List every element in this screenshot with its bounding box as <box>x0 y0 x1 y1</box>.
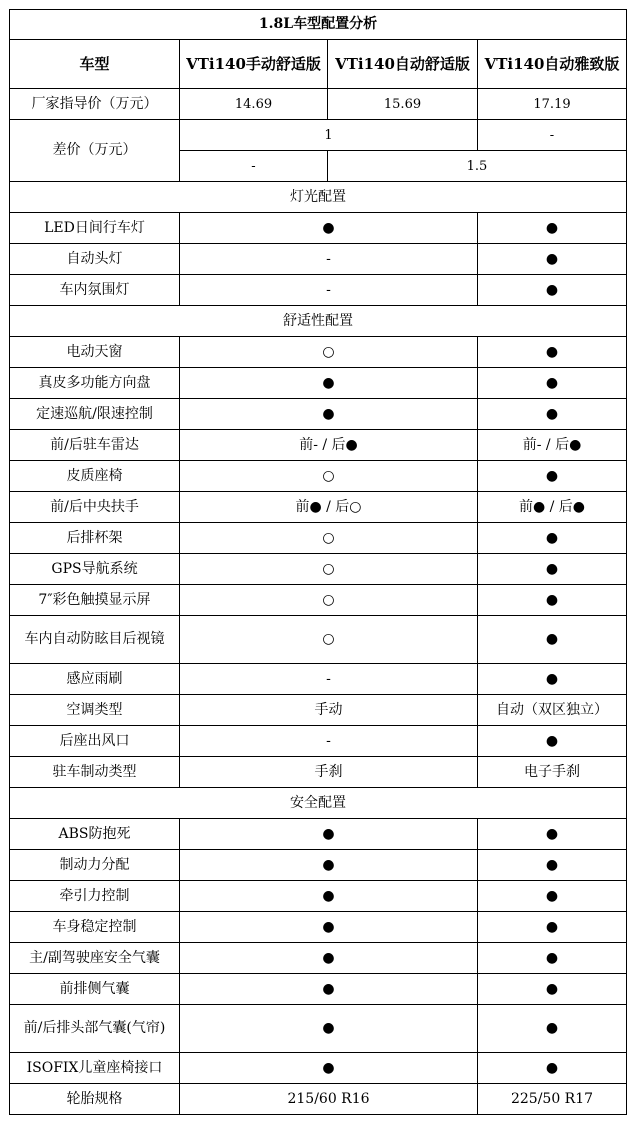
table-row <box>10 819 627 850</box>
feature-value-comfort: ○ <box>180 337 478 368</box>
feature-label: 定速巡航/限速控制 <box>10 399 180 430</box>
feature-value-elegant: ● <box>478 399 627 430</box>
section-row <box>10 182 627 213</box>
feature-value-elegant: ● <box>478 244 627 275</box>
section-row <box>10 306 627 337</box>
feature-value-elegant: ● <box>478 523 627 554</box>
table-row <box>10 616 627 664</box>
feature-label: 前/后中央扶手 <box>10 492 180 523</box>
config-table <box>9 9 627 1115</box>
price-value-2: 15.69 <box>328 89 478 120</box>
feature-label: 车身稳定控制 <box>10 912 180 943</box>
feature-value-comfort: ● <box>180 819 478 850</box>
feature-label: 自动头灯 <box>10 244 180 275</box>
feature-value-elegant: 前- / 后● <box>478 430 627 461</box>
table-row <box>10 337 627 368</box>
feature-label: ABS防抱死 <box>10 819 180 850</box>
feature-value-elegant: ● <box>478 554 627 585</box>
feature-value-elegant: ● <box>478 664 627 695</box>
table-row <box>10 1053 627 1084</box>
feature-value-elegant: 电子手刹 <box>478 757 627 788</box>
feature-value-comfort: ○ <box>180 585 478 616</box>
feature-value-comfort: ● <box>180 399 478 430</box>
feature-value-comfort: ● <box>180 368 478 399</box>
feature-label: 制动力分配 <box>10 850 180 881</box>
feature-label: 主/副驾驶座安全气囊 <box>10 943 180 974</box>
table-row <box>10 974 627 1005</box>
feature-label: GPS导航系统 <box>10 554 180 585</box>
feature-value-comfort: 手刹 <box>180 757 478 788</box>
feature-value-elegant: ● <box>478 819 627 850</box>
feature-value-comfort: ● <box>180 881 478 912</box>
feature-label: 轮胎规格 <box>10 1084 180 1115</box>
table-row <box>10 368 627 399</box>
feature-value-elegant: ● <box>478 881 627 912</box>
feature-value-elegant: ● <box>478 275 627 306</box>
table-row <box>10 757 627 788</box>
feature-label: 驻车制动类型 <box>10 757 180 788</box>
table-title: 1.8L车型配置分析 <box>10 10 627 40</box>
feature-value-elegant: ● <box>478 337 627 368</box>
table-row <box>10 492 627 523</box>
feature-value-elegant: ● <box>478 368 627 399</box>
section-row <box>10 788 627 819</box>
price-label: 厂家指导价（万元） <box>10 89 180 120</box>
feature-value-comfort: ● <box>180 943 478 974</box>
feature-value-comfort: ● <box>180 850 478 881</box>
table-row <box>10 726 627 757</box>
feature-label: 牵引力控制 <box>10 881 180 912</box>
model-header-1: VTi140手动舒适版 <box>180 40 328 89</box>
price-value-3: 17.19 <box>478 89 627 120</box>
table-row <box>10 244 627 275</box>
section-title: 安全配置 <box>10 788 627 819</box>
feature-value-comfort: 前● / 后○ <box>180 492 478 523</box>
feature-value-comfort: ● <box>180 1005 478 1053</box>
feature-label: LED日间行车灯 <box>10 213 180 244</box>
table-row <box>10 1084 627 1115</box>
feature-value-comfort: ● <box>180 213 478 244</box>
feature-value-elegant: ● <box>478 943 627 974</box>
table-row <box>10 664 627 695</box>
feature-value-elegant: ● <box>478 213 627 244</box>
feature-label: 真皮多功能方向盘 <box>10 368 180 399</box>
price-value-1: 14.69 <box>180 89 328 120</box>
feature-label: 电动天窗 <box>10 337 180 368</box>
model-header-3: VTi140自动雅致版 <box>478 40 627 89</box>
model-header-2: VTi140自动舒适版 <box>328 40 478 89</box>
table-row <box>10 275 627 306</box>
feature-label: 7″彩色触摸显示屏 <box>10 585 180 616</box>
table-row <box>10 943 627 974</box>
feature-label: ISOFIX儿童座椅接口 <box>10 1053 180 1084</box>
diff-value-2-3: 1.5 <box>328 151 627 182</box>
table-row <box>10 850 627 881</box>
table-row <box>10 399 627 430</box>
diff-label: 差价（万元） <box>10 120 180 182</box>
feature-label: 后排杯架 <box>10 523 180 554</box>
diff-value-1: - <box>180 151 328 182</box>
feature-value-comfort: ● <box>180 974 478 1005</box>
feature-label: 车内自动防眩目后视镜 <box>10 616 180 664</box>
section-title: 灯光配置 <box>10 182 627 213</box>
feature-value-comfort: 前- / 后● <box>180 430 478 461</box>
table-row <box>10 912 627 943</box>
table-row <box>10 461 627 492</box>
table-row <box>10 1005 627 1053</box>
feature-value-comfort: - <box>180 244 478 275</box>
feature-value-elegant: 自动（双区独立） <box>478 695 627 726</box>
diff-value-3: - <box>478 120 627 151</box>
table-row <box>10 430 627 461</box>
table-row <box>10 881 627 912</box>
model-header-label: 车型 <box>10 40 180 89</box>
feature-value-comfort: 手动 <box>180 695 478 726</box>
feature-value-comfort: ● <box>180 912 478 943</box>
feature-value-comfort: 215/60 R16 <box>180 1084 478 1115</box>
diff-value-1-2: 1 <box>180 120 478 151</box>
feature-value-comfort: - <box>180 726 478 757</box>
feature-label: 皮质座椅 <box>10 461 180 492</box>
feature-value-comfort: ○ <box>180 554 478 585</box>
feature-value-comfort: - <box>180 275 478 306</box>
feature-label: 车内氛围灯 <box>10 275 180 306</box>
table-row <box>10 554 627 585</box>
table-row <box>10 213 627 244</box>
feature-value-elegant: ● <box>478 1005 627 1053</box>
feature-value-elegant: ● <box>478 461 627 492</box>
feature-label: 后座出风口 <box>10 726 180 757</box>
feature-label: 前/后排头部气囊(气帘) <box>10 1005 180 1053</box>
feature-value-elegant: ● <box>478 726 627 757</box>
feature-value-elegant: 前● / 后● <box>478 492 627 523</box>
feature-value-comfort: ○ <box>180 616 478 664</box>
table-row <box>10 585 627 616</box>
feature-value-elegant: ● <box>478 1053 627 1084</box>
section-title: 舒适性配置 <box>10 306 627 337</box>
feature-label: 感应雨刷 <box>10 664 180 695</box>
table-row <box>10 523 627 554</box>
feature-label: 空调类型 <box>10 695 180 726</box>
feature-value-comfort: ● <box>180 1053 478 1084</box>
feature-value-elegant: ● <box>478 616 627 664</box>
feature-value-comfort: - <box>180 664 478 695</box>
feature-value-elegant: ● <box>478 850 627 881</box>
feature-value-comfort: ○ <box>180 461 478 492</box>
feature-label: 前排侧气囊 <box>10 974 180 1005</box>
feature-value-comfort: ○ <box>180 523 478 554</box>
feature-value-elegant: ● <box>478 585 627 616</box>
feature-value-elegant: ● <box>478 912 627 943</box>
table-row <box>10 695 627 726</box>
feature-value-elegant: ● <box>478 974 627 1005</box>
feature-label: 前/后驻车雷达 <box>10 430 180 461</box>
feature-value-elegant: 225/50 R17 <box>478 1084 627 1115</box>
